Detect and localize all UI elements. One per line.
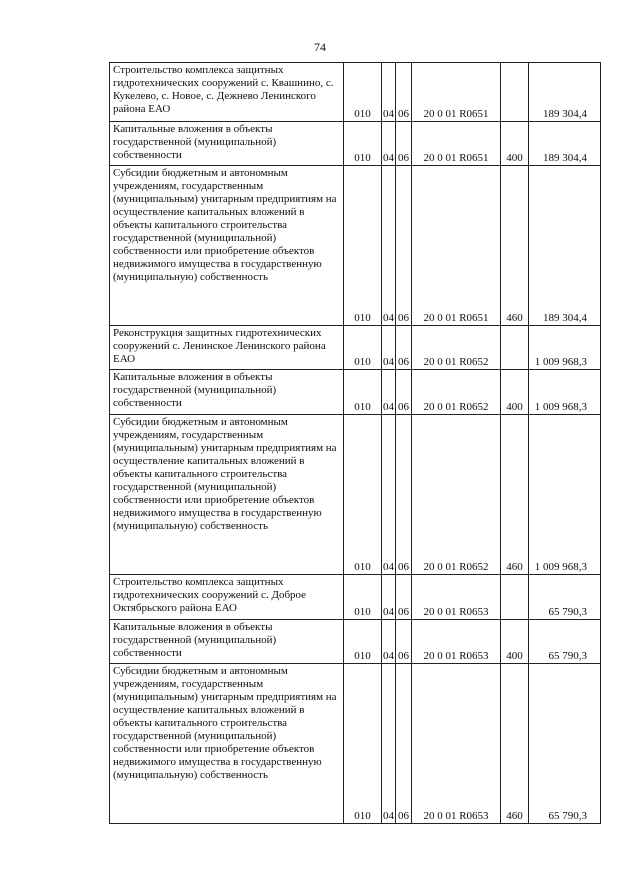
- table-row: [110, 166, 601, 326]
- section-code: 04: [382, 370, 396, 415]
- row-name: Капитальные вложения в объекты государственной (муниципальной) собственности: [110, 122, 344, 166]
- amount: 1 009 968,3: [529, 415, 601, 575]
- row-name: Субсидии бюджетным и автономным учреждениям, государственным (муниципальным) унитарным предприятиям на осуществление капитальных вложений в объекты капитального строительства государственной (муниципальной) собственности или приобретение объектов недвижимого имущества в государственную (муниципальную) собственность: [110, 166, 344, 326]
- amount: 65 790,3: [529, 664, 601, 824]
- amount: 65 790,3: [529, 620, 601, 664]
- target-article-code: 20 0 01 R0651: [412, 122, 501, 166]
- ministry-code: 010: [344, 122, 382, 166]
- expense-type-code: 460: [501, 415, 529, 575]
- table-row: [110, 326, 601, 370]
- expense-type-code: 460: [501, 166, 529, 326]
- ministry-code: 010: [344, 370, 382, 415]
- ministry-code: 010: [344, 166, 382, 326]
- expense-type-code: 400: [501, 370, 529, 415]
- target-article-code: 20 0 01 R0653: [412, 620, 501, 664]
- amount: 65 790,3: [529, 575, 601, 620]
- row-name: Капитальные вложения в объекты государственной (муниципальной) собственности: [110, 370, 344, 415]
- section-code: 04: [382, 664, 396, 824]
- section-code: 04: [382, 415, 396, 575]
- target-article-code: 20 0 01 R0651: [412, 63, 501, 122]
- subsection-code: 06: [396, 63, 412, 122]
- section-code: 04: [382, 575, 396, 620]
- amount: 189 304,4: [529, 166, 601, 326]
- table-row: [110, 122, 601, 166]
- row-name: Строительство комплекса защитных гидротехнических сооружений с. Квашнино, с. Кукелево, с. Новое, с. Дежнево Ленинского района ЕАО: [110, 63, 344, 122]
- ministry-code: 010: [344, 415, 382, 575]
- ministry-code: 010: [344, 575, 382, 620]
- amount: 189 304,4: [529, 122, 601, 166]
- section-code: 04: [382, 620, 396, 664]
- amount: 1 009 968,3: [529, 326, 601, 370]
- table-row: [110, 415, 601, 575]
- row-name: Реконструкция защитных гидротехнических сооружений с. Ленинское Ленинского района ЕАО: [110, 326, 344, 370]
- table-row: [110, 620, 601, 664]
- subsection-code: 06: [396, 166, 412, 326]
- ministry-code: 010: [344, 326, 382, 370]
- table-row: [110, 664, 601, 824]
- ministry-code: 010: [344, 63, 382, 122]
- target-article-code: 20 0 01 R0652: [412, 415, 501, 575]
- table-row: [110, 575, 601, 620]
- row-name: Строительство комплекса защитных гидротехнических сооружений с. Доброе Октябрьского района ЕАО: [110, 575, 344, 620]
- row-name: Субсидии бюджетным и автономным учреждениям, государственным (муниципальным) унитарным предприятиям на осуществление капитальных вложений в объекты капитального строительства государственной (муниципальной) собственности или приобретение объектов недвижимого имущества в государственную (муниципальную) собственность: [110, 415, 344, 575]
- expense-type-code: [501, 326, 529, 370]
- ministry-code: 010: [344, 664, 382, 824]
- target-article-code: 20 0 01 R0653: [412, 664, 501, 824]
- subsection-code: 06: [396, 122, 412, 166]
- expense-type-code: [501, 63, 529, 122]
- expense-type-code: [501, 575, 529, 620]
- section-code: 04: [382, 166, 396, 326]
- row-name: Субсидии бюджетным и автономным учреждениям, государственным (муниципальным) унитарным предприятиям на осуществление капитальных вложений в объекты капитального строительства государственной (муниципальной) собственности или приобретение объектов недвижимого имущества в государственную (муниципальную) собственность: [110, 664, 344, 824]
- row-name: Капитальные вложения в объекты государственной (муниципальной) собственности: [110, 620, 344, 664]
- table-row: [110, 370, 601, 415]
- subsection-code: 06: [396, 415, 412, 575]
- subsection-code: 06: [396, 620, 412, 664]
- section-code: 04: [382, 122, 396, 166]
- table-row: [110, 63, 601, 122]
- subsection-code: 06: [396, 370, 412, 415]
- section-code: 04: [382, 63, 396, 122]
- subsection-code: 06: [396, 326, 412, 370]
- target-article-code: 20 0 01 R0652: [412, 370, 501, 415]
- target-article-code: 20 0 01 R0651: [412, 166, 501, 326]
- expense-type-code: 400: [501, 122, 529, 166]
- amount: 1 009 968,3: [529, 370, 601, 415]
- page-number: 74: [314, 40, 326, 54]
- amount: 189 304,4: [529, 63, 601, 122]
- expense-type-code: 400: [501, 620, 529, 664]
- subsection-code: 06: [396, 575, 412, 620]
- budget-table: [109, 62, 601, 824]
- ministry-code: 010: [344, 620, 382, 664]
- target-article-code: 20 0 01 R0652: [412, 326, 501, 370]
- section-code: 04: [382, 326, 396, 370]
- expense-type-code: 460: [501, 664, 529, 824]
- subsection-code: 06: [396, 664, 412, 824]
- target-article-code: 20 0 01 R0653: [412, 575, 501, 620]
